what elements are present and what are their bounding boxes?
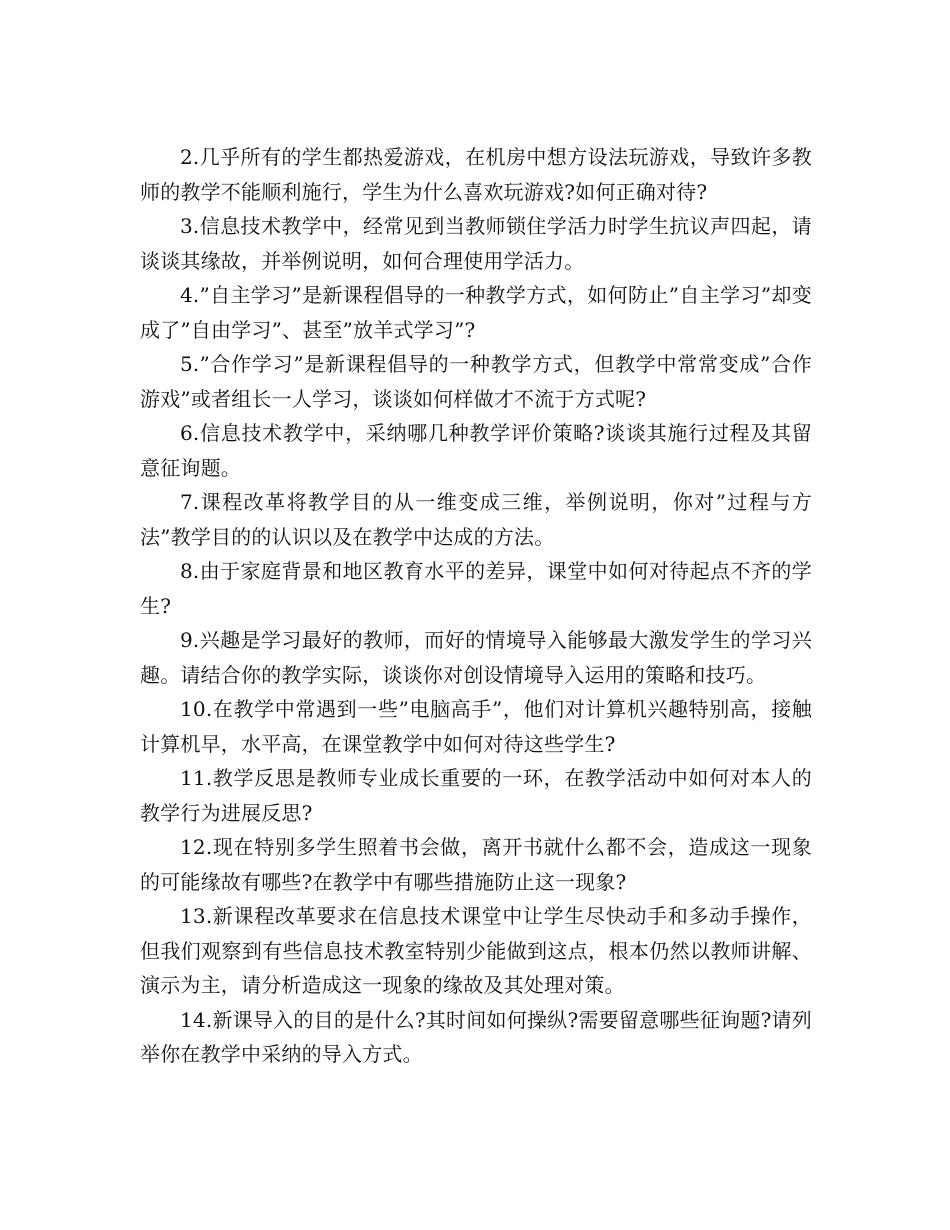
question-12: 12.现在特别多学生照着书会做，离开书就什么都不会，造成这一现象的可能缘故有哪些?在教学中有哪些措施防止这一现象? [140, 835, 812, 894]
question-7: 7.课程改革将教学目的从一维变成三维，举例说明，你对”过程与方法”教学目的的认识以及在教学中达成的方法。 [140, 490, 812, 549]
question-9: 9.兴趣是学习最好的教师，而好的情境导入能够最大激发学生的学习兴趣。请结合你的教学实际，谈谈你对创设情境导入运用的策略和技巧。 [140, 628, 812, 687]
question-5: 5.”合作学习”是新课程倡导的一种教学方式，但教学中常常变成”合作游戏”或者组长一人学习，谈谈如何样做才不流于方式呢? [140, 352, 812, 411]
question-8: 8.由于家庭背景和地区教育水平的差异，课堂中如何对待起点不齐的学生? [140, 559, 812, 618]
question-4: 4.”自主学习”是新课程倡导的一种教学方式，如何防止”自主学习”却变成了”自由学习”、甚至”放羊式学习”? [140, 283, 812, 342]
question-10: 10.在教学中常遇到一些”电脑高手”，他们对计算机兴趣特别高，接触计算机早，水平高，在课堂教学中如何对待这些学生? [140, 697, 812, 756]
question-3: 3.信息技术教学中，经常见到当教师锁住学活力时学生抗议声四起，请谈谈其缘故，并举例说明，如何合理使用学活力。 [140, 214, 812, 273]
question-2: 2.几乎所有的学生都热爱游戏，在机房中想方设法玩游戏，导致许多教师的教学不能顺利施行，学生为什么喜欢玩游戏?如何正确对待? [140, 145, 812, 204]
question-14: 14.新课导入的目的是什么?其时间如何操纵?需要留意哪些征询题?请列举你在教学中采纳的导入方式。 [140, 1007, 812, 1066]
question-13: 13.新课程改革要求在信息技术课堂中让学生尽快动手和多动手操作，但我们观察到有些信息技术教室特别少能做到这点，根本仍然以教师讲解、演示为主，请分析造成这一现象的缘故及其处理对策。 [140, 904, 812, 997]
question-6: 6.信息技术教学中，采纳哪几种教学评价策略?谈谈其施行过程及其留意征询题。 [140, 421, 812, 480]
question-list [140, 140, 812, 1072]
question-11: 11.教学反思是教师专业成长重要的一环，在教学活动中如何对本人的教学行为进展反思? [140, 766, 812, 825]
